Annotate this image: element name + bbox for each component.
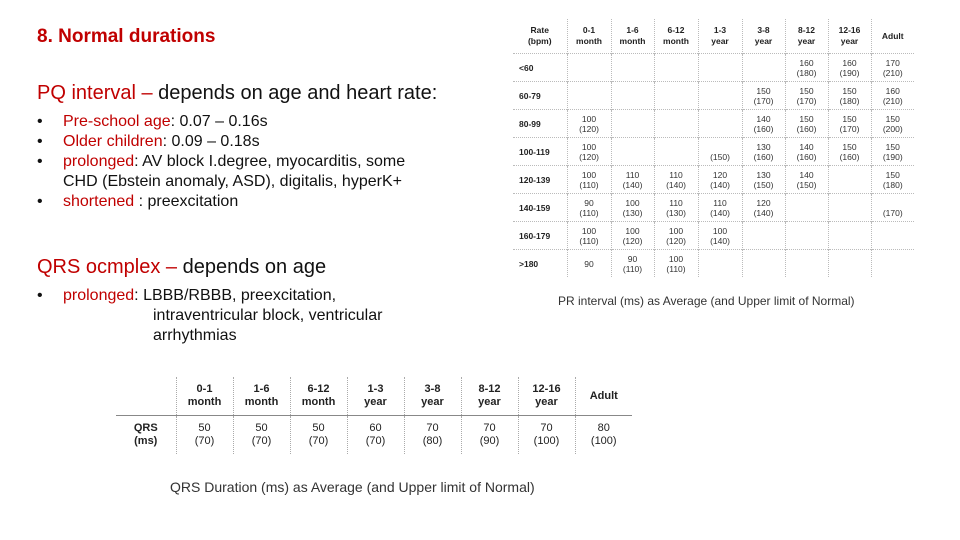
qrs-header-cell <box>461 377 518 416</box>
pq-bullet-prolonged <box>37 152 405 192</box>
rate-label: 140-159 <box>513 194 567 222</box>
pr-value-cell-sub: (180) <box>796 67 817 78</box>
qrs-header-cell <box>518 377 575 416</box>
pr-header-cell <box>828 19 871 54</box>
pr-value-cell <box>567 166 611 194</box>
pr-header-cell <box>567 19 611 54</box>
pr-value-cell-main: 110 <box>713 197 727 208</box>
table-row <box>513 166 914 194</box>
pq-bullet-list <box>37 112 405 212</box>
pr-value-cell-main: 90 <box>584 197 594 208</box>
pr-value-cell <box>611 222 654 250</box>
qrs-value-cell-sub: (70) <box>194 435 215 447</box>
qrs-value-cell <box>575 416 632 455</box>
qrs-duration-table <box>116 377 632 454</box>
qrs-value-cell <box>518 416 575 455</box>
pr-value-cell <box>828 166 871 194</box>
pr-header-cell-main: 1-6 <box>626 25 639 35</box>
pr-value-cell-main: 150 <box>885 113 900 124</box>
pr-value-cell-main: 100 <box>581 225 597 236</box>
pr-value-cell-sub: (170) <box>753 95 774 106</box>
qrs-value-cell <box>233 416 290 455</box>
bullet-text: : 0.07 – 0.16s <box>170 113 268 130</box>
bullet-term: Pre-school age <box>63 113 171 130</box>
bullet-term: prolonged <box>63 287 135 304</box>
pr-value-cell <box>567 250 611 278</box>
pq-heading-rest: depends on age and heart rate: <box>152 82 438 104</box>
pr-value-cell-sub: (130) <box>666 207 686 218</box>
pr-value-cell-main: 150 <box>842 113 857 124</box>
pr-value-cell <box>828 110 871 138</box>
pr-value-cell-sub: (130) <box>622 207 643 218</box>
pr-interval-table <box>513 19 914 277</box>
pr-value-cell <box>654 54 698 82</box>
pr-value-cell-sub: (120) <box>579 151 599 162</box>
pr-value-cell-sub: (120) <box>666 235 686 246</box>
qrs-heading-rest: depends on age <box>177 256 327 278</box>
pr-value-cell <box>698 110 742 138</box>
pr-value-cell <box>567 110 611 138</box>
bullet-text: : AV block I.degree, myocarditis, some <box>134 153 406 170</box>
pr-value-cell-main: 120 <box>756 197 771 208</box>
pr-header-cell-main: 12-16 <box>838 25 861 35</box>
rate-label: <60 <box>513 54 567 82</box>
qrs-header-cell-main: 8-12 <box>478 383 501 395</box>
pr-value-cell <box>785 222 828 250</box>
pr-value-cell <box>698 54 742 82</box>
pr-header-cell-sub: year <box>797 36 816 46</box>
pr-value-cell-sub: (190) <box>839 67 860 78</box>
pr-value-cell-main: 120 <box>712 169 728 180</box>
pr-table-caption: PR interval (ms) as Average (and Upper limit of Normal) <box>558 294 855 308</box>
pr-value-cell <box>742 166 785 194</box>
pr-header-cell <box>654 19 698 54</box>
qrs-header-cell-sub: year <box>421 396 444 408</box>
pr-value-cell <box>654 110 698 138</box>
pr-value-cell <box>742 222 785 250</box>
pr-value-cell <box>698 138 742 166</box>
pr-value-cell <box>654 250 698 278</box>
pr-value-cell-sub: (120) <box>622 235 643 246</box>
pr-value-cell-sub: (160) <box>796 151 817 162</box>
pr-value-cell <box>611 250 654 278</box>
pr-value-cell-sub: (160) <box>753 151 774 162</box>
pr-value-cell <box>785 166 828 194</box>
qrs-row-label-main: QRS <box>133 422 158 434</box>
pr-value-cell <box>871 82 914 110</box>
pr-header-cell-main: 8-12 <box>797 25 815 35</box>
qrs-value-cell-main: 70 <box>483 422 496 434</box>
qrs-value-cell <box>347 416 404 455</box>
qrs-header-cell <box>347 377 404 416</box>
qrs-value-cell <box>461 416 518 455</box>
pr-value-cell <box>828 194 871 222</box>
pr-value-cell-main: 100 <box>581 113 597 124</box>
qrs-header-cell <box>575 377 632 416</box>
qrs-header-cell-main: 12-16 <box>532 383 561 395</box>
qrs-header-cell-sub: year <box>364 396 387 408</box>
pr-value-cell <box>611 54 654 82</box>
pr-value-cell <box>742 54 785 82</box>
pr-value-cell <box>742 250 785 278</box>
pr-value-cell-sub: (110) <box>579 235 599 246</box>
pr-header-cell <box>871 19 914 54</box>
pr-value-cell-main: 150 <box>799 113 814 124</box>
pr-value-cell <box>654 82 698 110</box>
pr-value-cell <box>828 250 871 278</box>
table-row <box>513 110 914 138</box>
qrs-header-cell <box>176 377 233 416</box>
qrs-bullet-prolonged <box>37 286 382 346</box>
pr-value-cell <box>698 82 742 110</box>
pr-value-cell <box>785 250 828 278</box>
bullet-term: shortened <box>63 193 139 210</box>
pr-header-cell-sub: year <box>754 36 773 46</box>
pr-value-cell <box>698 222 742 250</box>
bullet-continuation: intraventricular block, ventricular <box>153 307 383 324</box>
pr-value-cell <box>871 166 914 194</box>
qrs-value-cell <box>404 416 461 455</box>
pr-value-cell <box>828 82 871 110</box>
pr-value-cell-main: 140 <box>756 113 771 124</box>
qrs-bullet-list <box>37 286 382 346</box>
bullet-term: prolonged <box>63 153 135 170</box>
qrs-value-cell-sub: (100) <box>590 435 617 447</box>
pr-value-cell-sub: (140) <box>710 207 730 218</box>
pr-value-cell-main: 160 <box>799 57 814 68</box>
pr-value-cell-main: 100 <box>712 225 728 236</box>
pr-value-cell <box>654 194 698 222</box>
table-row <box>513 250 914 278</box>
pr-value-cell <box>828 222 871 250</box>
pr-header-cell-main: Adult <box>881 30 904 41</box>
pr-value-cell-sub: (200) <box>882 123 903 134</box>
pr-value-cell <box>785 194 828 222</box>
qrs-value-cell-main: 50 <box>198 422 211 434</box>
qrs-value-cell-main: 60 <box>369 422 382 434</box>
pr-value-cell <box>785 110 828 138</box>
pr-value-cell <box>742 82 785 110</box>
pr-value-cell <box>742 110 785 138</box>
qrs-header-cell-main: 1-3 <box>367 383 384 395</box>
pr-value-cell-main: 100 <box>668 225 684 236</box>
bullet-continuation: arrhythmias <box>153 327 237 344</box>
pr-value-cell <box>871 54 914 82</box>
pr-value-cell-sub: (170) <box>839 123 860 134</box>
pr-value-cell-main: 150 <box>842 85 857 96</box>
table-row <box>513 54 914 82</box>
pr-value-cell <box>785 54 828 82</box>
pr-value-cell-main: 110 <box>669 197 683 208</box>
qrs-value-cell-main: 80 <box>597 422 610 434</box>
pr-value-cell <box>785 82 828 110</box>
qrs-value-cell-main: 70 <box>426 422 439 434</box>
pr-value-cell-sub: (140) <box>622 179 643 190</box>
pr-value-cell <box>654 166 698 194</box>
pr-value-cell-main: 130 <box>756 141 771 152</box>
pr-value-cell-main: 110 <box>669 169 683 180</box>
pr-value-cell <box>611 194 654 222</box>
pr-value-cell <box>567 222 611 250</box>
pr-value-cell-sub: (190) <box>882 151 903 162</box>
qrs-header-cell <box>290 377 347 416</box>
pr-value-cell-sub: (140) <box>710 179 730 190</box>
pr-value-cell <box>871 194 914 222</box>
pr-value-cell <box>871 138 914 166</box>
pr-value-cell-main: 140 <box>799 141 814 152</box>
pr-value-cell <box>567 194 611 222</box>
pr-value-cell-sub: (150) <box>753 179 774 190</box>
pr-value-cell <box>742 138 785 166</box>
pr-header-cell <box>513 19 567 54</box>
pr-header-cell-sub: month <box>663 36 689 46</box>
pr-value-cell-main: 160 <box>885 85 900 96</box>
pr-value-cell <box>611 110 654 138</box>
qrs-header-cell-main: 0-1 <box>196 383 213 395</box>
pr-value-cell-main: 150 <box>842 141 857 152</box>
pr-value-cell-main: 160 <box>842 57 857 68</box>
pr-header-cell-sub: year <box>840 36 859 46</box>
pr-value-cell-main: 150 <box>756 85 771 96</box>
pr-header-cell <box>785 19 828 54</box>
pr-header-cell <box>698 19 742 54</box>
pr-value-cell-main: 150 <box>885 141 900 152</box>
qrs-value-cell-sub: (80) <box>422 435 443 447</box>
pr-header-cell-sub: (bpm) <box>527 36 552 46</box>
pr-value-cell <box>871 250 914 278</box>
qrs-header-cell-sub: year <box>535 396 558 408</box>
qrs-header-cell <box>404 377 461 416</box>
pr-value-cell-sub: (140) <box>666 179 686 190</box>
pr-value-cell-main: 150 <box>885 169 900 180</box>
pr-value-cell <box>611 166 654 194</box>
pr-value-cell-main: 100 <box>625 197 640 208</box>
qrs-value-cell-sub: (90) <box>479 435 500 447</box>
qrs-value-cell <box>290 416 347 455</box>
pr-value-cell-main: 100 <box>625 225 640 236</box>
pr-value-cell-sub: (170) <box>796 95 817 106</box>
pr-value-cell <box>871 110 914 138</box>
qrs-value-cell-main: 70 <box>540 422 553 434</box>
pr-value-cell-sub: (160) <box>796 123 817 134</box>
pr-value-cell-sub: (160) <box>839 151 860 162</box>
pr-header-cell-main: 3-8 <box>757 25 770 35</box>
pr-value-cell <box>698 166 742 194</box>
pr-header-cell <box>611 19 654 54</box>
pr-header-cell <box>742 19 785 54</box>
pr-value-cell-main: 100 <box>581 141 597 152</box>
pr-header-cell-sub: year <box>711 36 729 46</box>
pr-value-cell-main: 90 <box>584 258 594 269</box>
qrs-value-cell-sub: (70) <box>308 435 329 447</box>
pr-header-cell-main: 0-1 <box>582 25 596 35</box>
rate-label: 160-179 <box>513 222 567 250</box>
table-row <box>513 194 914 222</box>
qrs-header-cell-sub: month <box>244 396 279 408</box>
pr-value-cell <box>567 82 611 110</box>
pr-value-cell-main: 90 <box>627 253 638 264</box>
table-row <box>513 138 914 166</box>
pr-value-cell-sub: (140) <box>710 235 730 246</box>
qrs-header-cell-sub: month <box>187 396 222 408</box>
pr-value-cell-main: 130 <box>756 169 771 180</box>
qrs-value-cell-sub: (100) <box>533 435 560 447</box>
pr-header-cell-main: 6-12 <box>667 25 685 35</box>
qrs-value-cell <box>176 416 233 455</box>
rate-label: 80-99 <box>513 110 567 138</box>
pr-value-cell-sub: (150) <box>796 179 817 190</box>
pr-value-cell-sub: (150) <box>710 151 730 162</box>
qrs-header-cell <box>233 377 290 416</box>
pr-header-cell-sub: month <box>576 36 602 46</box>
table-row <box>513 82 914 110</box>
pr-value-cell <box>871 222 914 250</box>
pr-value-cell <box>611 82 654 110</box>
pr-value-cell-sub: (180) <box>839 95 860 106</box>
pr-value-cell <box>698 194 742 222</box>
pr-value-cell <box>698 250 742 278</box>
pq-bullet-preschool <box>37 112 405 132</box>
pr-value-cell <box>828 54 871 82</box>
pr-value-cell-main: 150 <box>799 85 814 96</box>
pr-value-cell-sub: (210) <box>882 67 903 78</box>
table-row <box>513 222 914 250</box>
bullet-text: : 0.09 – 0.18s <box>162 133 260 150</box>
pr-value-cell-sub: (140) <box>753 207 774 218</box>
pr-value-cell-main: 100 <box>581 169 597 180</box>
pr-value-cell-sub: (110) <box>666 263 686 274</box>
qrs-header-cell-main: Adult <box>589 389 618 402</box>
pr-value-cell-main: 170 <box>885 57 900 68</box>
pr-value-cell <box>567 54 611 82</box>
rate-label: >180 <box>513 250 567 278</box>
qrs-value-cell-main: 50 <box>255 422 268 434</box>
slide-title: 8. Normal durations <box>37 26 216 47</box>
pr-value-cell-sub: (180) <box>882 179 903 190</box>
qrs-value-cell-sub: (70) <box>365 435 386 447</box>
qrs-row-label-sub: (ms) <box>134 435 158 447</box>
pr-value-cell <box>567 138 611 166</box>
pr-value-cell <box>654 222 698 250</box>
qrs-heading-term: QRS ocmplex – <box>37 256 178 278</box>
qrs-value-cell-main: 50 <box>312 422 325 434</box>
bullet-text: : LBBB/RBBB, preexcitation, <box>134 287 337 304</box>
pr-value-cell-sub: (110) <box>579 179 599 190</box>
qrs-table-caption: QRS Duration (ms) as Average (and Upper limit of Normal) <box>170 479 535 495</box>
pr-value-cell-sub: (120) <box>579 123 599 134</box>
qrs-row-label <box>116 416 176 455</box>
pr-header-cell-main: Rate <box>530 25 549 35</box>
pr-value-cell-sub: (210) <box>882 95 903 106</box>
bullet-text: : preexcitation <box>138 193 239 210</box>
rate-label: 100-119 <box>513 138 567 166</box>
pr-value-cell-sub: (170) <box>882 207 903 218</box>
pq-heading-term: PQ interval – <box>37 82 153 104</box>
rate-label: 120-139 <box>513 166 567 194</box>
pr-header-cell-sub: month <box>619 36 646 46</box>
bullet-continuation: CHD (Ebstein anomaly, ASD), digitalis, hyperK+ <box>63 173 402 190</box>
pr-value-cell-main: 110 <box>625 169 640 180</box>
qrs-heading <box>37 256 326 279</box>
qrs-header-blank <box>116 377 176 416</box>
rate-label: 60-79 <box>513 82 567 110</box>
qrs-header-cell-main: 3-8 <box>424 383 441 395</box>
pr-value-cell <box>611 138 654 166</box>
pr-header-cell-main: 1-3 <box>713 25 727 35</box>
pr-value-cell-sub: (160) <box>753 123 774 134</box>
pr-value-cell-main: 100 <box>668 253 684 264</box>
pq-bullet-shortened <box>37 192 405 212</box>
pq-heading <box>37 82 437 105</box>
qrs-header-cell-main: 1-6 <box>253 383 270 395</box>
qrs-header-cell-sub: month <box>301 396 336 408</box>
pr-value-cell-main: 140 <box>799 169 814 180</box>
pr-value-cell-sub: (110) <box>579 207 599 218</box>
qrs-header-cell-main: 6-12 <box>307 383 330 395</box>
qrs-header-cell-sub: year <box>478 396 501 408</box>
pr-value-cell <box>828 138 871 166</box>
pr-value-cell <box>742 194 785 222</box>
qrs-value-cell-sub: (70) <box>251 435 272 447</box>
pq-bullet-older <box>37 132 405 152</box>
pr-value-cell-sub: (110) <box>622 263 643 274</box>
pr-value-cell <box>785 138 828 166</box>
pr-value-cell <box>654 138 698 166</box>
bullet-term: Older children <box>63 133 163 150</box>
